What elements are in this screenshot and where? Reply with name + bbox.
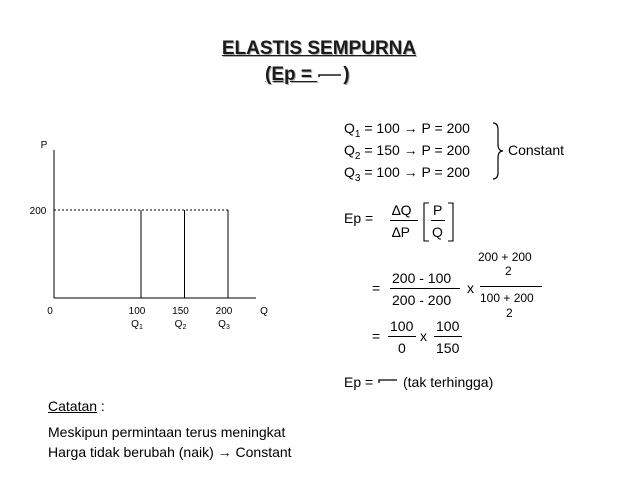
small-numerator: 200 + 200 <box>478 250 532 264</box>
subtitle-prefix: (Ep = <box>265 64 318 85</box>
y-axis-label: P <box>40 140 48 151</box>
fraction-bar <box>390 220 418 221</box>
eq-q1 <box>344 120 470 140</box>
eq-q1-sub: 1 <box>354 128 361 140</box>
bracket-left-icon <box>422 202 430 242</box>
constant-label: Constant <box>508 142 565 158</box>
delta-q: ∆Q <box>392 202 412 218</box>
step2-numerator-a: 100 <box>390 318 414 334</box>
q-label: $Q_3$ <box>218 319 230 331</box>
q-label: $Q_1$ <box>131 319 143 331</box>
x-tick-label: 200 <box>215 306 233 317</box>
eq-q2-sub: 2 <box>354 150 361 162</box>
q-denominator: Q <box>432 224 443 240</box>
fraction-bar <box>388 336 416 337</box>
y-tick-label: 200 <box>29 206 47 217</box>
eq-q1-q: Q <box>344 120 355 136</box>
q-label: $Q_2$ <box>174 319 187 331</box>
notes-line2: Harga tidak berubah (naik) → Constant <box>48 444 292 460</box>
page-title: ELASTIS SEMPURNA <box>221 38 417 59</box>
eq-q1-rest: = 100 → P = 200 <box>360 120 470 136</box>
eq-q2-rest: = 150 → P = 200 <box>360 142 470 158</box>
small-denominator-div: 2 <box>506 306 513 320</box>
step1-numerator: 200 - 100 <box>392 270 452 286</box>
notes-line1: Meskipun permintaan terus meningkat <box>48 424 286 440</box>
result-prefix: Ep = <box>344 374 374 390</box>
step2-equals: = <box>372 328 381 344</box>
eq-q3-rest: = 100 → P = 200 <box>360 164 470 180</box>
fraction-bar <box>480 286 542 287</box>
step1-equals: = <box>372 280 381 296</box>
bracket-right-icon <box>447 202 455 242</box>
step2-numerator-b: 100 <box>436 318 460 334</box>
fraction-bar <box>390 288 460 289</box>
notes-heading <box>48 398 105 414</box>
result-suffix: (tak terhingga) <box>402 374 494 390</box>
step1-times: x <box>467 280 474 296</box>
brace-icon <box>491 122 505 180</box>
step2-denominator-a: 0 <box>398 340 406 356</box>
ep-label: Ep = <box>344 210 374 226</box>
eq-q3-q: Q <box>344 164 355 180</box>
origin-label: 0 <box>47 306 53 317</box>
subtitle-suffix: ) <box>343 64 350 85</box>
step2-denominator-b: 150 <box>436 340 460 356</box>
p-numerator: P <box>433 202 443 218</box>
step1-denominator: 200 - 200 <box>392 292 452 308</box>
notes-heading-colon: : <box>97 398 105 414</box>
eq-q3 <box>344 164 470 184</box>
eq-q2 <box>344 142 470 162</box>
x-axis-label: Q <box>260 306 268 317</box>
infinity-icon <box>377 377 399 389</box>
x-tick-label: 150 <box>172 306 189 317</box>
fraction-bar <box>431 220 445 221</box>
x-tick-label: 100 <box>128 306 146 317</box>
step2-times: x <box>420 328 427 344</box>
fraction-bar <box>434 336 462 337</box>
notes-heading-label: Catatan <box>48 398 98 414</box>
delta-p: ∆P <box>392 224 410 240</box>
eq-q2-q: Q <box>344 142 355 158</box>
result-line <box>344 374 493 390</box>
small-denominator: 100 + 200 <box>480 291 534 305</box>
small-numerator-div: 2 <box>505 264 512 278</box>
eq-q3-sub: 3 <box>354 172 361 184</box>
